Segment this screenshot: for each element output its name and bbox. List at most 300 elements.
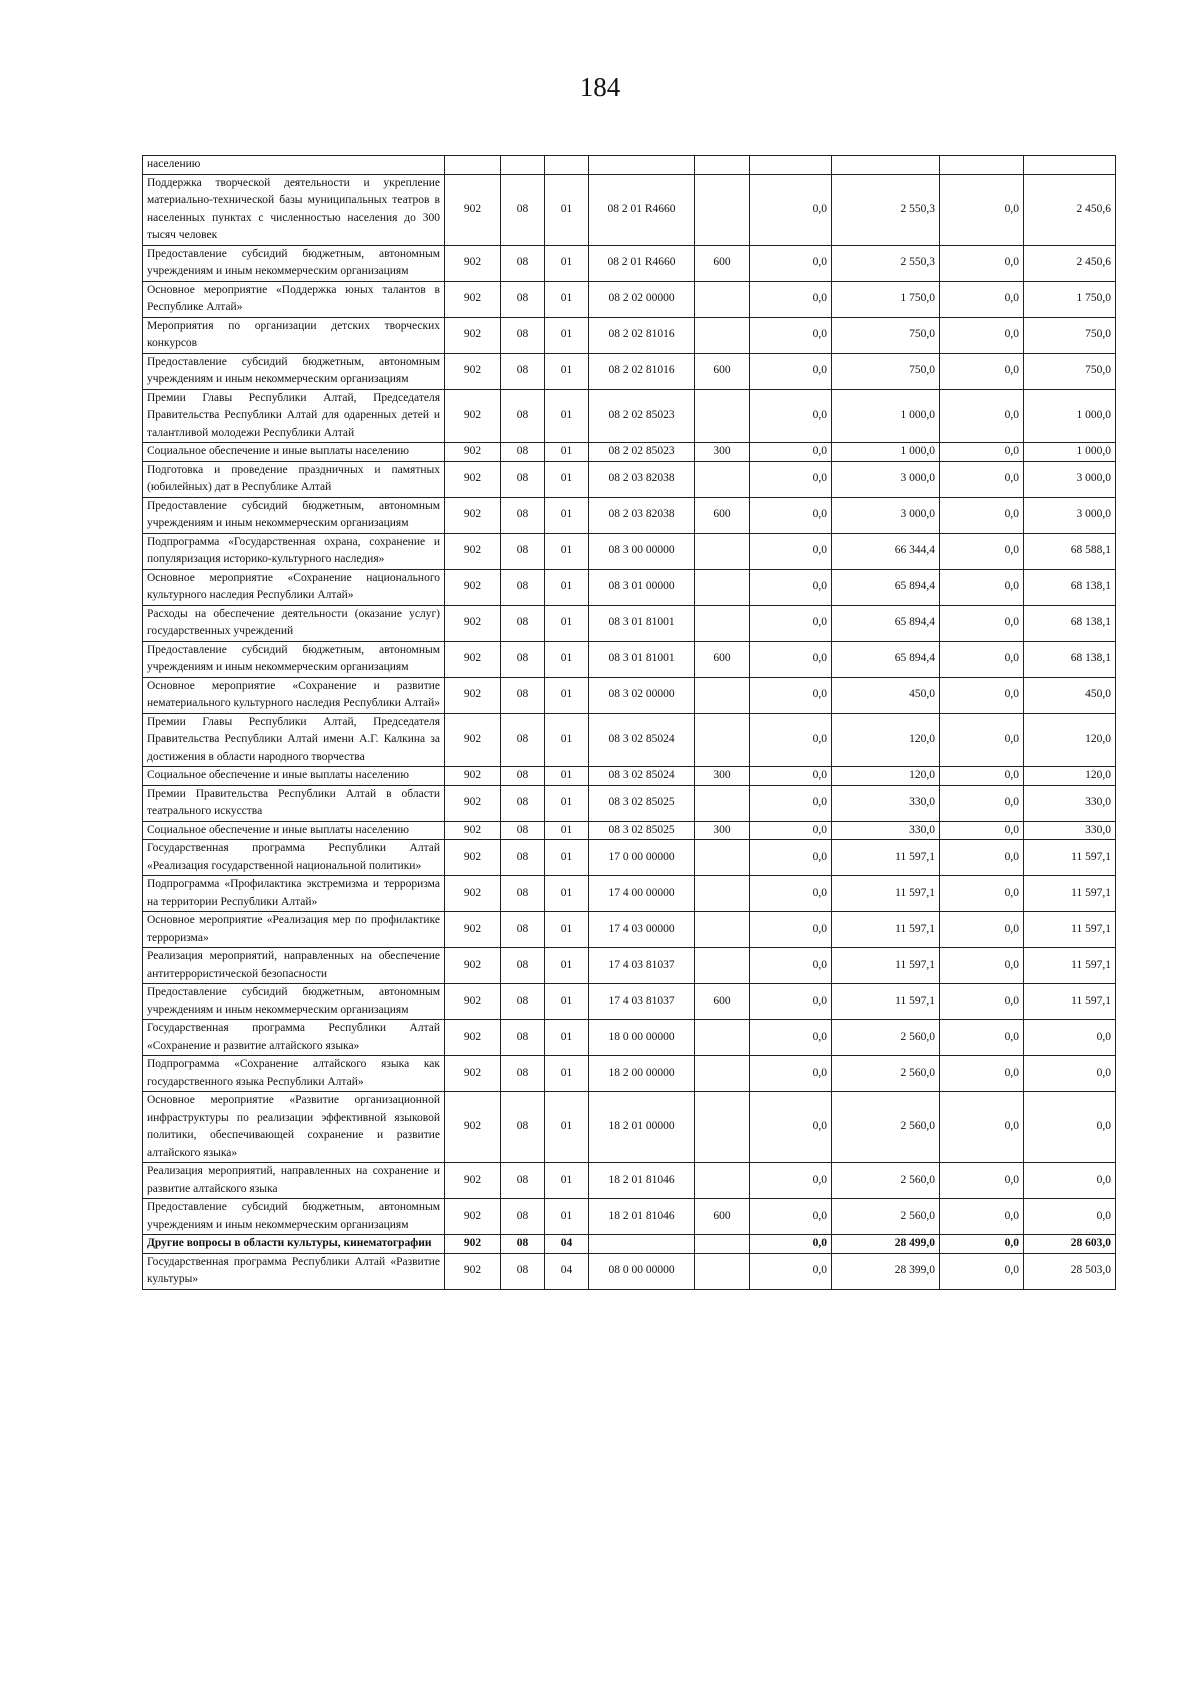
row-expense-type-cell: 600 — [695, 984, 750, 1020]
row-expense-type-cell — [695, 533, 750, 569]
row-section-cell: 08 — [501, 641, 545, 677]
row-value-1-cell: 0,0 — [750, 767, 832, 786]
row-value-4-cell: 750,0 — [1024, 353, 1116, 389]
row-name-cell: Государственная программа Республики Алтай «Реализация государственной национальной политики» — [143, 840, 445, 876]
table-row — [143, 245, 1116, 281]
row-value-4-cell: 68 138,1 — [1024, 641, 1116, 677]
row-name-cell: Подпрограмма «Сохранение алтайского языка как государственного языка Республики Алтай» — [143, 1056, 445, 1092]
row-value-2-cell: 65 894,4 — [832, 605, 940, 641]
row-subsection-cell: 01 — [545, 984, 589, 1020]
row-value-1-cell: 0,0 — [750, 245, 832, 281]
row-glav-cell: 902 — [445, 1235, 501, 1254]
row-value-4-cell: 0,0 — [1024, 1056, 1116, 1092]
row-name-cell: Основное мероприятие «Поддержка юных талантов в Республике Алтай» — [143, 281, 445, 317]
row-name-cell: населению — [143, 156, 445, 175]
row-value-2-cell: 11 597,1 — [832, 912, 940, 948]
row-section-cell: 08 — [501, 948, 545, 984]
row-target-article-cell — [589, 156, 695, 175]
row-value-1-cell: 0,0 — [750, 1092, 832, 1163]
table-row — [143, 1199, 1116, 1235]
row-expense-type-cell — [695, 605, 750, 641]
row-subsection-cell — [545, 156, 589, 175]
table-row — [143, 1253, 1116, 1289]
table-row — [143, 876, 1116, 912]
table-row — [143, 677, 1116, 713]
row-expense-type-cell — [695, 1235, 750, 1254]
row-subsection-cell: 01 — [545, 767, 589, 786]
row-target-article-cell: 18 0 00 00000 — [589, 1020, 695, 1056]
row-value-2-cell: 330,0 — [832, 785, 940, 821]
row-value-3-cell: 0,0 — [940, 1056, 1024, 1092]
row-expense-type-cell: 600 — [695, 1199, 750, 1235]
row-section-cell: 08 — [501, 245, 545, 281]
row-subsection-cell: 01 — [545, 1163, 589, 1199]
row-value-2-cell: 120,0 — [832, 713, 940, 767]
row-target-article-cell: 17 4 03 81037 — [589, 984, 695, 1020]
row-value-1-cell: 0,0 — [750, 353, 832, 389]
row-section-cell: 08 — [501, 1092, 545, 1163]
row-section-cell: 08 — [501, 1235, 545, 1254]
row-name-cell: Подпрограмма «Профилактика экстремизма и терроризма на территории Республики Алтай» — [143, 876, 445, 912]
row-value-2-cell: 2 560,0 — [832, 1199, 940, 1235]
row-value-4-cell: 1 000,0 — [1024, 443, 1116, 462]
row-value-2-cell: 3 000,0 — [832, 461, 940, 497]
row-value-4-cell: 68 138,1 — [1024, 605, 1116, 641]
row-glav-cell: 902 — [445, 1163, 501, 1199]
row-section-cell: 08 — [501, 317, 545, 353]
row-value-4-cell: 11 597,1 — [1024, 984, 1116, 1020]
row-value-4-cell: 11 597,1 — [1024, 876, 1116, 912]
table-row — [143, 785, 1116, 821]
row-value-2-cell: 28 399,0 — [832, 1253, 940, 1289]
row-name-cell: Государственная программа Республики Алтай «Развитие культуры» — [143, 1253, 445, 1289]
row-name-cell: Мероприятия по организации детских творческих конкурсов — [143, 317, 445, 353]
row-expense-type-cell: 600 — [695, 641, 750, 677]
row-value-4-cell: 2 450,6 — [1024, 245, 1116, 281]
row-section-cell: 08 — [501, 840, 545, 876]
row-target-article-cell: 18 2 01 81046 — [589, 1163, 695, 1199]
row-section-cell: 08 — [501, 821, 545, 840]
row-subsection-cell: 01 — [545, 353, 589, 389]
row-value-3-cell: 0,0 — [940, 821, 1024, 840]
table-row — [143, 840, 1116, 876]
row-value-1-cell — [750, 156, 832, 175]
row-section-cell: 08 — [501, 569, 545, 605]
row-name-cell: Государственная программа Республики Алтай «Сохранение и развитие алтайского языка» — [143, 1020, 445, 1056]
row-section-cell — [501, 156, 545, 175]
row-value-4-cell: 68 588,1 — [1024, 533, 1116, 569]
row-name-cell: Подготовка и проведение праздничных и памятных (юбилейных) дат в Республике Алтай — [143, 461, 445, 497]
row-glav-cell: 902 — [445, 1199, 501, 1235]
row-section-cell: 08 — [501, 461, 545, 497]
row-section-cell: 08 — [501, 912, 545, 948]
row-value-4-cell: 2 450,6 — [1024, 174, 1116, 245]
row-subsection-cell: 01 — [545, 840, 589, 876]
row-value-3-cell: 0,0 — [940, 281, 1024, 317]
row-subsection-cell: 01 — [545, 317, 589, 353]
table-row — [143, 821, 1116, 840]
row-value-1-cell: 0,0 — [750, 984, 832, 1020]
row-value-2-cell: 2 560,0 — [832, 1020, 940, 1056]
table-row — [143, 1056, 1116, 1092]
row-value-1-cell: 0,0 — [750, 821, 832, 840]
row-value-4-cell: 0,0 — [1024, 1163, 1116, 1199]
row-subsection-cell: 01 — [545, 641, 589, 677]
row-value-3-cell: 0,0 — [940, 713, 1024, 767]
row-value-3-cell: 0,0 — [940, 1092, 1024, 1163]
row-value-1-cell: 0,0 — [750, 569, 832, 605]
table-row — [143, 605, 1116, 641]
row-value-1-cell: 0,0 — [750, 174, 832, 245]
row-value-1-cell: 0,0 — [750, 605, 832, 641]
row-value-4-cell: 28 603,0 — [1024, 1235, 1116, 1254]
row-target-article-cell — [589, 1235, 695, 1254]
row-glav-cell: 902 — [445, 1253, 501, 1289]
row-expense-type-cell: 600 — [695, 245, 750, 281]
row-expense-type-cell — [695, 840, 750, 876]
row-value-3-cell: 0,0 — [940, 569, 1024, 605]
row-value-1-cell: 0,0 — [750, 1056, 832, 1092]
row-expense-type-cell — [695, 1092, 750, 1163]
row-target-article-cell: 18 2 00 00000 — [589, 1056, 695, 1092]
row-value-2-cell: 28 499,0 — [832, 1235, 940, 1254]
row-value-1-cell: 0,0 — [750, 785, 832, 821]
row-glav-cell — [445, 156, 501, 175]
table-row — [143, 912, 1116, 948]
row-name-cell: Предоставление субсидий бюджетным, автономным учреждениям и иным некоммерческим организациям — [143, 497, 445, 533]
row-value-2-cell: 2 560,0 — [832, 1092, 940, 1163]
row-value-3-cell: 0,0 — [940, 533, 1024, 569]
row-value-3-cell: 0,0 — [940, 389, 1024, 443]
row-name-cell: Другие вопросы в области культуры, кинематографии — [143, 1235, 445, 1254]
row-expense-type-cell — [695, 677, 750, 713]
row-target-article-cell: 08 3 01 00000 — [589, 569, 695, 605]
row-value-1-cell: 0,0 — [750, 1199, 832, 1235]
row-value-2-cell: 1 750,0 — [832, 281, 940, 317]
row-section-cell: 08 — [501, 174, 545, 245]
row-name-cell: Предоставление субсидий бюджетным, автономным учреждениям и иным некоммерческим организациям — [143, 984, 445, 1020]
row-glav-cell: 902 — [445, 245, 501, 281]
row-value-4-cell: 0,0 — [1024, 1020, 1116, 1056]
row-subsection-cell: 01 — [545, 785, 589, 821]
row-value-1-cell: 0,0 — [750, 641, 832, 677]
row-value-3-cell: 0,0 — [940, 317, 1024, 353]
row-target-article-cell: 08 3 02 85025 — [589, 785, 695, 821]
budget-table-body — [143, 156, 1116, 1290]
row-glav-cell: 902 — [445, 821, 501, 840]
row-value-1-cell: 0,0 — [750, 876, 832, 912]
row-value-3-cell: 0,0 — [940, 840, 1024, 876]
row-target-article-cell: 08 2 02 85023 — [589, 443, 695, 462]
page-number: 184 — [579, 72, 621, 102]
row-value-1-cell: 0,0 — [750, 948, 832, 984]
row-target-article-cell: 08 3 02 85024 — [589, 767, 695, 786]
table-row — [143, 353, 1116, 389]
row-subsection-cell: 01 — [545, 1092, 589, 1163]
row-expense-type-cell: 600 — [695, 353, 750, 389]
row-glav-cell: 902 — [445, 876, 501, 912]
row-subsection-cell: 01 — [545, 1199, 589, 1235]
row-value-4-cell: 750,0 — [1024, 317, 1116, 353]
row-name-cell: Основное мероприятие «Реализация мер по профилактике терроризма» — [143, 912, 445, 948]
table-row — [143, 443, 1116, 462]
row-subsection-cell: 01 — [545, 605, 589, 641]
row-target-article-cell: 08 2 01 R4660 — [589, 174, 695, 245]
row-glav-cell: 902 — [445, 1020, 501, 1056]
row-target-article-cell: 17 4 00 00000 — [589, 876, 695, 912]
row-glav-cell: 902 — [445, 443, 501, 462]
row-expense-type-cell — [695, 785, 750, 821]
row-value-1-cell: 0,0 — [750, 840, 832, 876]
row-target-article-cell: 17 0 00 00000 — [589, 840, 695, 876]
row-name-cell: Предоставление субсидий бюджетным, автономным учреждениям и иным некоммерческим организациям — [143, 1199, 445, 1235]
row-value-4-cell: 0,0 — [1024, 1092, 1116, 1163]
row-expense-type-cell: 600 — [695, 497, 750, 533]
row-glav-cell: 902 — [445, 174, 501, 245]
row-expense-type-cell — [695, 876, 750, 912]
row-value-4-cell: 450,0 — [1024, 677, 1116, 713]
row-value-2-cell: 11 597,1 — [832, 984, 940, 1020]
row-value-2-cell: 2 550,3 — [832, 174, 940, 245]
row-section-cell: 08 — [501, 281, 545, 317]
row-target-article-cell: 08 2 02 85023 — [589, 389, 695, 443]
row-expense-type-cell — [695, 1163, 750, 1199]
row-value-1-cell: 0,0 — [750, 1235, 832, 1254]
row-section-cell: 08 — [501, 876, 545, 912]
row-expense-type-cell — [695, 1056, 750, 1092]
row-subsection-cell: 01 — [545, 389, 589, 443]
table-row — [143, 1163, 1116, 1199]
row-value-3-cell — [940, 156, 1024, 175]
row-name-cell: Основное мероприятие «Сохранение и развитие нематериального культурного наследия Республики Алтай» — [143, 677, 445, 713]
row-value-2-cell — [832, 156, 940, 175]
row-value-2-cell: 330,0 — [832, 821, 940, 840]
row-glav-cell: 902 — [445, 767, 501, 786]
row-value-4-cell: 11 597,1 — [1024, 912, 1116, 948]
row-target-article-cell: 08 2 03 82038 — [589, 461, 695, 497]
table-row — [143, 569, 1116, 605]
row-value-3-cell: 0,0 — [940, 1199, 1024, 1235]
row-name-cell: Социальное обеспечение и иные выплаты населению — [143, 443, 445, 462]
row-target-article-cell: 08 0 00 00000 — [589, 1253, 695, 1289]
table-row — [143, 767, 1116, 786]
row-value-2-cell: 11 597,1 — [832, 840, 940, 876]
row-target-article-cell: 17 4 03 00000 — [589, 912, 695, 948]
budget-table — [142, 155, 1116, 1290]
row-target-article-cell: 17 4 03 81037 — [589, 948, 695, 984]
row-value-4-cell: 0,0 — [1024, 1199, 1116, 1235]
row-value-3-cell: 0,0 — [940, 174, 1024, 245]
row-name-cell: Предоставление субсидий бюджетным, автономным учреждениям и иным некоммерческим организациям — [143, 641, 445, 677]
row-expense-type-cell — [695, 713, 750, 767]
row-section-cell: 08 — [501, 443, 545, 462]
row-subsection-cell: 01 — [545, 497, 589, 533]
row-name-cell: Основное мероприятие «Сохранение национального культурного наследия Республики Алтай» — [143, 569, 445, 605]
row-target-article-cell: 08 3 00 00000 — [589, 533, 695, 569]
row-value-3-cell: 0,0 — [940, 1253, 1024, 1289]
row-name-cell: Расходы на обеспечение деятельности (оказание услуг) государственных учреждений — [143, 605, 445, 641]
row-name-cell: Премии Правительства Республики Алтай в области театрального искусства — [143, 785, 445, 821]
row-value-2-cell: 65 894,4 — [832, 569, 940, 605]
table-row — [143, 641, 1116, 677]
row-value-1-cell: 0,0 — [750, 461, 832, 497]
row-section-cell: 08 — [501, 497, 545, 533]
table-row — [143, 1020, 1116, 1056]
row-value-4-cell: 3 000,0 — [1024, 461, 1116, 497]
row-value-2-cell: 750,0 — [832, 317, 940, 353]
row-glav-cell: 902 — [445, 984, 501, 1020]
row-value-3-cell: 0,0 — [940, 461, 1024, 497]
table-row — [143, 984, 1116, 1020]
table-row — [143, 497, 1116, 533]
row-value-4-cell: 3 000,0 — [1024, 497, 1116, 533]
row-value-1-cell: 0,0 — [750, 533, 832, 569]
row-value-1-cell: 0,0 — [750, 317, 832, 353]
row-target-article-cell: 08 2 02 81016 — [589, 353, 695, 389]
row-value-1-cell: 0,0 — [750, 1163, 832, 1199]
row-value-1-cell: 0,0 — [750, 677, 832, 713]
row-section-cell: 08 — [501, 533, 545, 569]
row-value-4-cell: 330,0 — [1024, 821, 1116, 840]
row-section-cell: 08 — [501, 353, 545, 389]
row-glav-cell: 902 — [445, 389, 501, 443]
row-glav-cell: 902 — [445, 912, 501, 948]
row-value-3-cell: 0,0 — [940, 497, 1024, 533]
row-name-cell: Предоставление субсидий бюджетным, автономным учреждениям и иным некоммерческим организациям — [143, 353, 445, 389]
row-value-3-cell: 0,0 — [940, 984, 1024, 1020]
row-value-3-cell: 0,0 — [940, 785, 1024, 821]
row-glav-cell: 902 — [445, 569, 501, 605]
row-section-cell: 08 — [501, 1199, 545, 1235]
table-row — [143, 713, 1116, 767]
row-glav-cell: 902 — [445, 948, 501, 984]
row-expense-type-cell — [695, 281, 750, 317]
row-value-4-cell: 120,0 — [1024, 767, 1116, 786]
row-target-article-cell: 08 2 02 81016 — [589, 317, 695, 353]
row-name-cell: Поддержка творческой деятельности и укрепление материально-технической базы муниципальных театров в населенных пунктах с численностью населения до 300 тысяч человек — [143, 174, 445, 245]
row-value-2-cell: 2 560,0 — [832, 1056, 940, 1092]
row-subsection-cell: 01 — [545, 461, 589, 497]
row-value-2-cell: 66 344,4 — [832, 533, 940, 569]
row-value-2-cell: 450,0 — [832, 677, 940, 713]
row-target-article-cell: 08 2 03 82038 — [589, 497, 695, 533]
row-target-article-cell: 08 2 02 00000 — [589, 281, 695, 317]
table-row — [143, 1235, 1116, 1254]
row-name-cell: Премии Главы Республики Алтай, Председателя Правительства Республики Алтай имени А.Г. Калкина за достижения в области народного творчества — [143, 713, 445, 767]
row-section-cell: 08 — [501, 677, 545, 713]
row-subsection-cell: 01 — [545, 1056, 589, 1092]
row-target-article-cell: 08 3 02 85024 — [589, 713, 695, 767]
row-target-article-cell: 08 3 02 00000 — [589, 677, 695, 713]
row-expense-type-cell — [695, 461, 750, 497]
row-value-4-cell: 1 750,0 — [1024, 281, 1116, 317]
row-glav-cell: 902 — [445, 677, 501, 713]
row-value-3-cell: 0,0 — [940, 245, 1024, 281]
row-subsection-cell: 01 — [545, 245, 589, 281]
row-section-cell: 08 — [501, 767, 545, 786]
row-expense-type-cell: 300 — [695, 821, 750, 840]
row-glav-cell: 902 — [445, 641, 501, 677]
row-value-1-cell: 0,0 — [750, 497, 832, 533]
row-subsection-cell: 01 — [545, 533, 589, 569]
row-glav-cell: 902 — [445, 713, 501, 767]
row-name-cell: Премии Главы Республики Алтай, Председателя Правительства Республики Алтай для одаренных детей и талантливой молодежи Республики Алтай — [143, 389, 445, 443]
row-expense-type-cell — [695, 948, 750, 984]
row-value-1-cell: 0,0 — [750, 443, 832, 462]
row-glav-cell: 902 — [445, 840, 501, 876]
row-expense-type-cell — [695, 1020, 750, 1056]
row-subsection-cell: 01 — [545, 677, 589, 713]
row-target-article-cell: 08 2 01 R4660 — [589, 245, 695, 281]
row-subsection-cell: 01 — [545, 443, 589, 462]
row-name-cell: Подпрограмма «Государственная охрана, сохранение и популяризация историко-культурного наследия» — [143, 533, 445, 569]
row-value-4-cell: 68 138,1 — [1024, 569, 1116, 605]
table-row — [143, 317, 1116, 353]
row-glav-cell: 902 — [445, 497, 501, 533]
row-glav-cell: 902 — [445, 281, 501, 317]
row-value-3-cell: 0,0 — [940, 605, 1024, 641]
row-value-2-cell: 750,0 — [832, 353, 940, 389]
row-section-cell: 08 — [501, 785, 545, 821]
row-subsection-cell: 01 — [545, 912, 589, 948]
row-section-cell: 08 — [501, 1056, 545, 1092]
row-glav-cell: 902 — [445, 317, 501, 353]
row-value-3-cell: 0,0 — [940, 1163, 1024, 1199]
row-section-cell: 08 — [501, 984, 545, 1020]
row-value-4-cell — [1024, 156, 1116, 175]
row-subsection-cell: 01 — [545, 569, 589, 605]
row-expense-type-cell — [695, 389, 750, 443]
row-value-1-cell: 0,0 — [750, 1253, 832, 1289]
row-name-cell: Реализация мероприятий, направленных на обеспечение антитеррористической безопасности — [143, 948, 445, 984]
row-value-3-cell: 0,0 — [940, 443, 1024, 462]
row-subsection-cell: 01 — [545, 821, 589, 840]
row-name-cell: Социальное обеспечение и иные выплаты населению — [143, 767, 445, 786]
row-expense-type-cell — [695, 317, 750, 353]
row-target-article-cell: 08 3 02 85025 — [589, 821, 695, 840]
row-target-article-cell: 18 2 01 00000 — [589, 1092, 695, 1163]
row-glav-cell: 902 — [445, 1056, 501, 1092]
row-section-cell: 08 — [501, 1253, 545, 1289]
row-value-2-cell: 2 560,0 — [832, 1163, 940, 1199]
row-value-4-cell: 28 503,0 — [1024, 1253, 1116, 1289]
table-row — [143, 389, 1116, 443]
row-value-4-cell: 11 597,1 — [1024, 948, 1116, 984]
row-value-4-cell: 120,0 — [1024, 713, 1116, 767]
row-value-1-cell: 0,0 — [750, 281, 832, 317]
row-value-3-cell: 0,0 — [940, 677, 1024, 713]
row-target-article-cell: 08 3 01 81001 — [589, 605, 695, 641]
row-name-cell: Реализация мероприятий, направленных на сохранение и развитие алтайского языка — [143, 1163, 445, 1199]
row-section-cell: 08 — [501, 1163, 545, 1199]
row-glav-cell: 902 — [445, 533, 501, 569]
row-expense-type-cell — [695, 569, 750, 605]
row-value-2-cell: 65 894,4 — [832, 641, 940, 677]
row-value-3-cell: 0,0 — [940, 912, 1024, 948]
row-value-2-cell: 1 000,0 — [832, 443, 940, 462]
row-subsection-cell: 04 — [545, 1253, 589, 1289]
table-row — [143, 1092, 1116, 1163]
row-value-4-cell: 330,0 — [1024, 785, 1116, 821]
row-subsection-cell: 01 — [545, 174, 589, 245]
table-row — [143, 156, 1116, 175]
row-name-cell: Предоставление субсидий бюджетным, автономным учреждениям и иным некоммерческим организациям — [143, 245, 445, 281]
row-name-cell: Социальное обеспечение и иные выплаты населению — [143, 821, 445, 840]
row-value-1-cell: 0,0 — [750, 389, 832, 443]
row-value-4-cell: 11 597,1 — [1024, 840, 1116, 876]
row-section-cell: 08 — [501, 605, 545, 641]
table-row — [143, 174, 1116, 245]
